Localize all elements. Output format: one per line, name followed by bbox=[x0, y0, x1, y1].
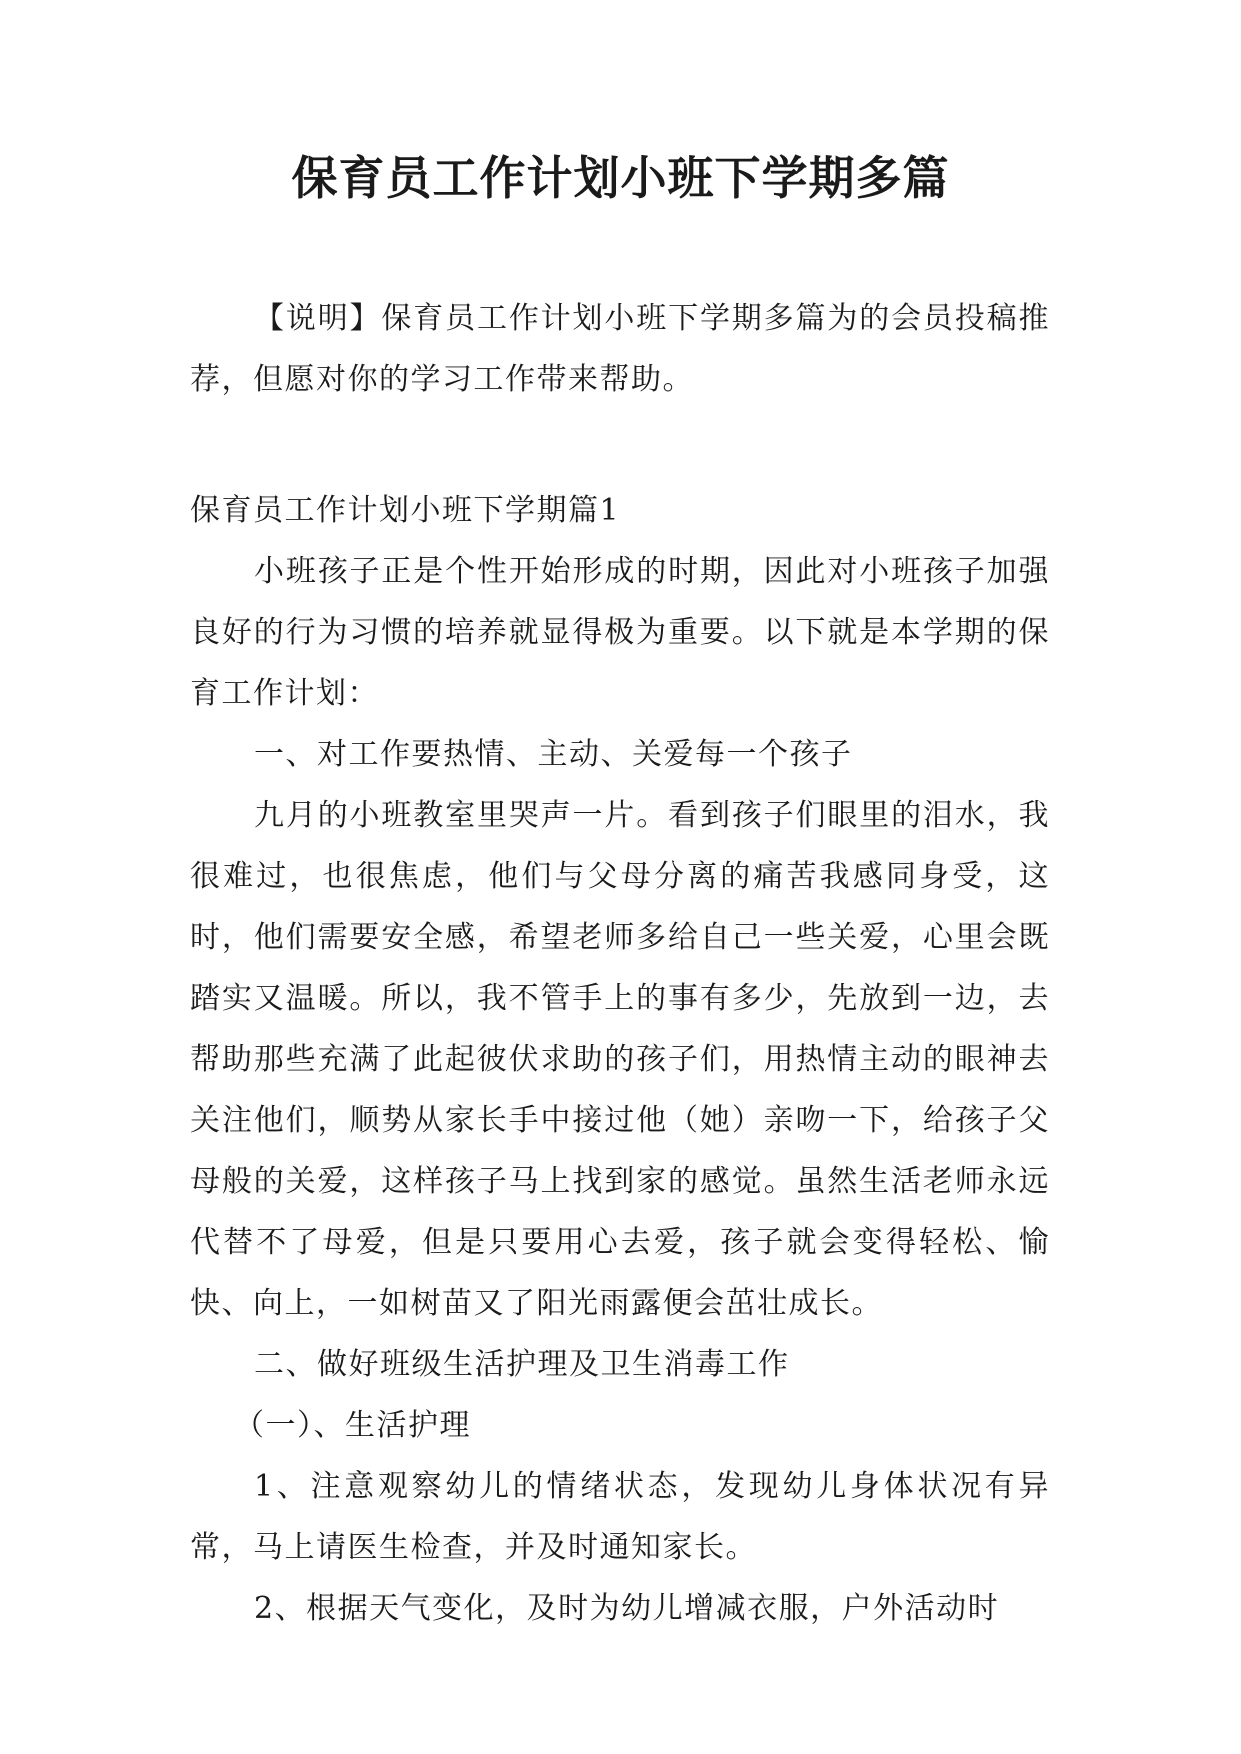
subheading-life-care: （一）、生活护理 bbox=[234, 1408, 471, 1443]
body-paragraph: 九月的小班教室里哭声一片。看到孩子们眼里的泪水，我很难过，也很焦虑，他们与父母分离的痛苦我感同身受，这时，他们需要安全感，希望老师多给自己一些关爱，心里会既踏实又温暖。所以，我不管手上的事有多少，先放到一边，去帮助那些充满了此起彼伏求助的孩子们，用热情主动的眼神去关注他们，顺势从家长手中接过他（她）亲吻一下，给孩子父母般的关爱，这样孩子马上找到家的感觉。虽然生活老师永远代替不了母爱，但是只要用心去爱，孩子就会变得轻松、愉快、向上，一如树苗又了阳光雨露便会茁壮成长。 bbox=[190, 798, 1050, 1321]
section-heading: 保育员工作计划小班下学期篇1 bbox=[190, 493, 621, 528]
heading-two: 二、做好班级生活护理及卫生消毒工作 bbox=[254, 1347, 790, 1382]
heading-one: 一、对工作要热情、主动、关爱每一个孩子 bbox=[254, 737, 853, 772]
document-title: 保育员工作计划小班下学期多篇 bbox=[291, 151, 950, 205]
body-paragraph: 小班孩子正是个性开始形成的时期，因此对小班孩子加强良好的行为习惯的培养就显得极为重要。以下就是本学期的保育工作计划： bbox=[190, 554, 1050, 711]
list-item: 2、根据天气变化，及时为幼儿增减衣服，户外活动时 bbox=[254, 1591, 1000, 1626]
document-body bbox=[190, 288, 1050, 1639]
list-item: 1、注意观察幼儿的情绪状态，发现幼儿身体状况有异常，马上请医生检查，并及时通知家长。 bbox=[190, 1469, 1050, 1565]
spacer bbox=[190, 410, 1050, 480]
intro-paragraph: 【说明】保育员工作计划小班下学期多篇为的会员投稿推荐，但愿对你的学习工作带来帮助。 bbox=[190, 301, 1050, 397]
